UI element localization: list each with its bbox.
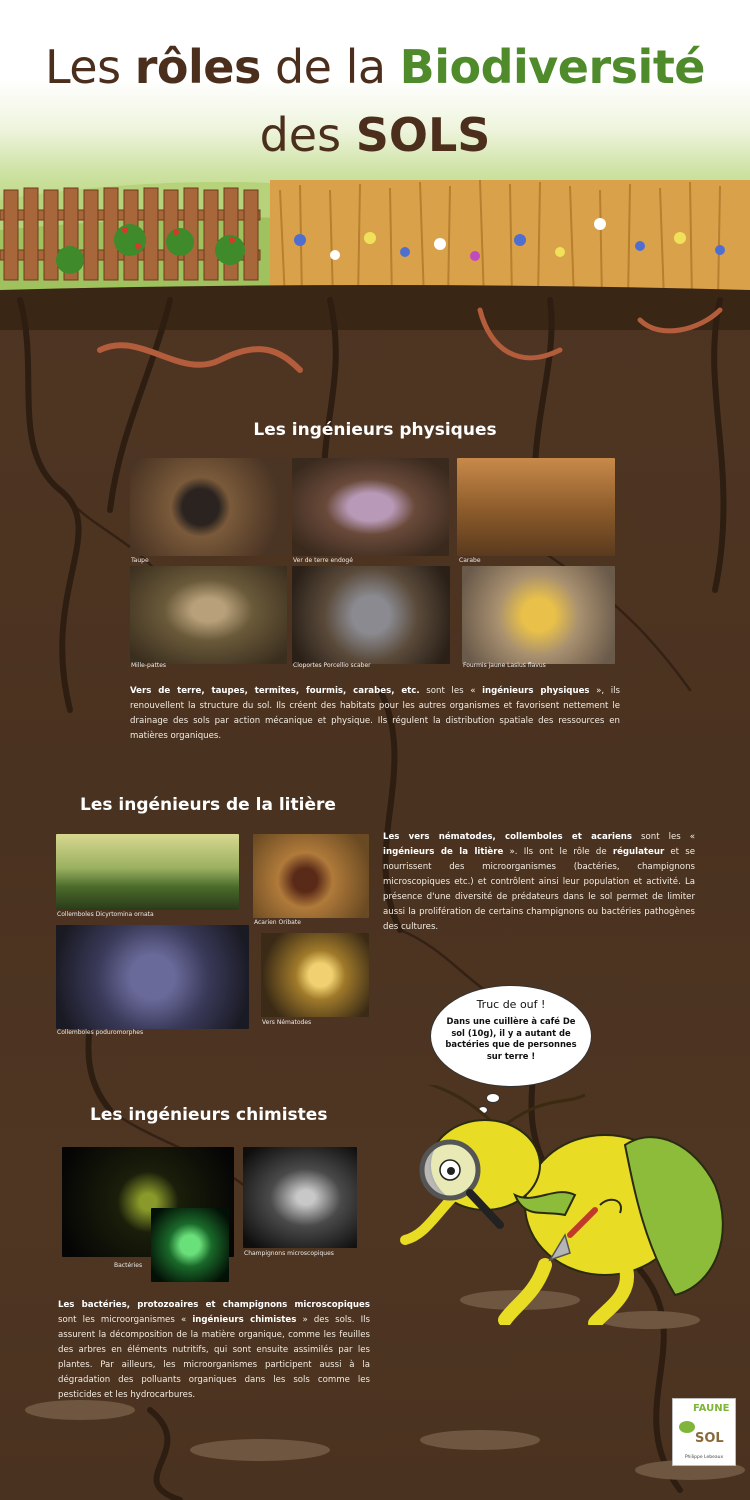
- logo-insect-icon: [677, 1417, 697, 1435]
- caption-bacteries: Bactéries: [114, 1262, 143, 1269]
- caption-cloportes: Cloportes Porcellio scaber: [293, 662, 371, 669]
- section-title-litiere: Les ingénieurs de la litière: [80, 795, 336, 815]
- photo-mille-pattes: [130, 566, 287, 664]
- bubble-body: Dans une cuillère à café De sol (10g), il y a autant de bactéries que de personnes sur terre !: [445, 1016, 577, 1061]
- caption-collemboles-poduromorphes: Collemboles poduromorphes: [57, 1029, 144, 1036]
- section-title-chimistes: Les ingénieurs chimistes: [90, 1105, 328, 1125]
- caption-vers-nematodes: Vers Nématodes: [262, 1019, 312, 1026]
- photo-ver-de-terre: [292, 458, 449, 556]
- caption-carabe: Carabe: [459, 557, 481, 564]
- earthworm-icon: [100, 345, 300, 370]
- section-title-physiques: Les ingénieurs physiques: [253, 420, 497, 440]
- caption-taupe: Taupe: [131, 557, 149, 564]
- thought-bubble: [430, 985, 592, 1087]
- text-chimistes: Les bactéries, protozoaires et champignons microscopiques sont les microorganismes « ingénieurs chimistes » des sols. Ils assurent la décomposition de la matière organique, comme les feuilles des arbres en éléments nutritifs, qui sont ensuite assimilés par les plantes. Par ailleurs, les microorganismes participent aussi à la dégradation des polluants organiques dans les sols comme les pesticides et les hydrocarbures.: [58, 1300, 370, 1400]
- photo-bacteries-detail: [151, 1208, 229, 1282]
- poster-title-line-1: Les rôles de la Biodiversité: [44, 40, 706, 94]
- text-litiere: Les vers nématodes, collemboles et acariens sont les « ingénieurs de la litière ». Ils ont le rôle de régulateur et se nourrissent des microorganismes (bactéries, champignons microscopiques etc.) et contrôlent ainsi leur population et activité. La présence d'une diversité de prédateurs dans le sol permet de limiter aussi la prolifération de certains champignons ou bactéries pathogènes des cultures.: [383, 832, 696, 932]
- caption-champignons-microscopiques: Champignons microscopiques: [244, 1250, 334, 1257]
- photo-collemboles-dicyrtomina: [56, 834, 239, 910]
- photo-acarien-oribate: [253, 834, 369, 918]
- faune-sol-logo: [672, 1398, 736, 1466]
- text-physiques: Vers de terre, taupes, termites, fourmis, carabes, etc. sont les « ingénieurs physiques », ils renouvellent la structure du sol. Ils créent des habitats pour les autres organismes et favorisent nettement le drainage des sols par action mécanique et physique. Ils régulent la distribution spatiale des ressources en matières organiques.: [130, 686, 620, 741]
- caption-fourmis: Fourmis jaune Lasius flavus: [463, 662, 546, 669]
- caption-collemboles-dicyrtomina: Collemboles Dicyrtomina ornata: [57, 911, 154, 918]
- logo-mid-text: SOL: [695, 1431, 724, 1446]
- bubble-title: Truc de ouf !: [476, 998, 546, 1011]
- photo-fourmis: [462, 566, 615, 664]
- photo-cloportes: [292, 566, 450, 664]
- photo-vers-nematodes: [261, 933, 369, 1017]
- caption-mille-pattes: Mille-pattes: [131, 662, 167, 669]
- photo-champignons-microscopiques: [243, 1147, 357, 1248]
- caption-acarien-oribate: Acarien Oribate: [254, 919, 301, 926]
- photo-collemboles-poduromorphes: [56, 925, 249, 1029]
- poster-title-line-2: des SOLS: [259, 108, 491, 162]
- logo-top-text: FAUNE: [693, 1403, 730, 1414]
- caption-ver-de-terre: Ver de terre endogé: [293, 557, 353, 564]
- photo-carabe: [457, 458, 615, 556]
- landscape-illustration: [0, 160, 750, 300]
- logo-bottom-text: Philippe Lebeaux: [684, 1455, 724, 1460]
- photo-taupe: [130, 458, 287, 556]
- mascot-illustration: [395, 1085, 750, 1325]
